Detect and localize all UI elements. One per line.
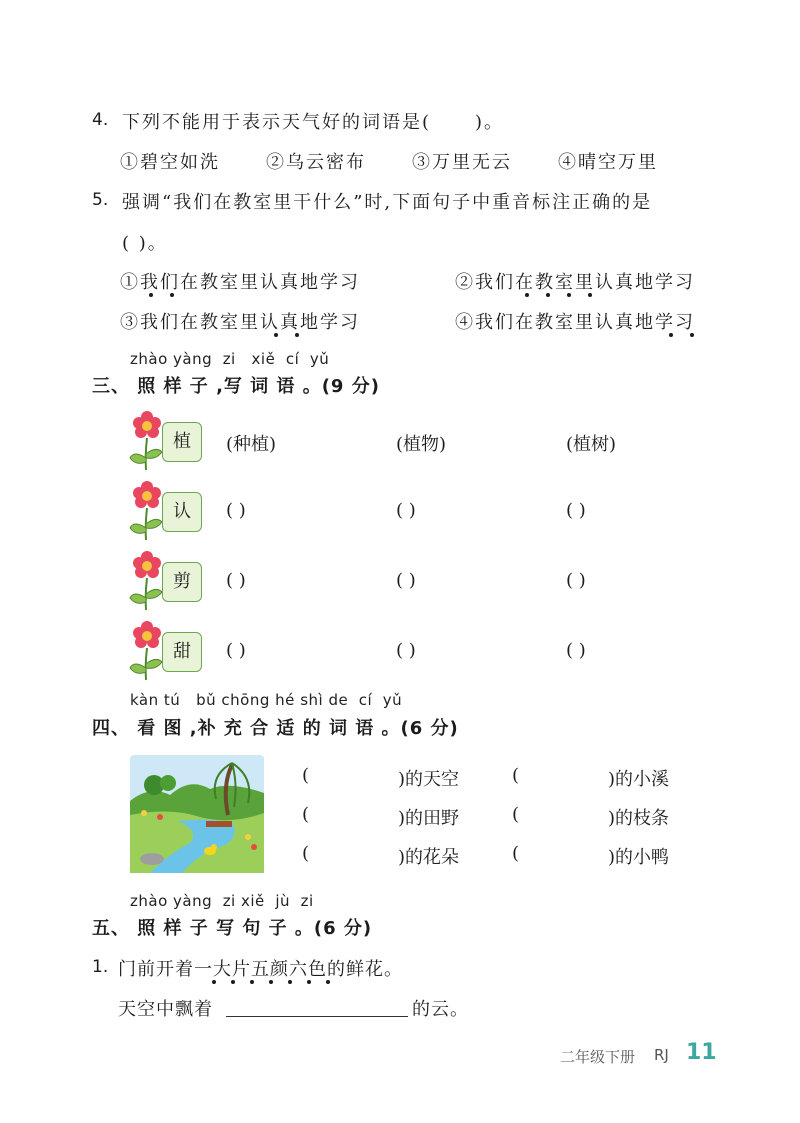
example-word-3: (植树)	[566, 434, 617, 455]
pinyin-syllable: jù	[275, 892, 291, 910]
pinyin-syllable: hé	[275, 691, 295, 709]
pinyin-syllable: xiě	[241, 892, 265, 910]
pinyin-syllable: tú	[163, 691, 181, 709]
section-4-title: 四、 看 图 ,补 充 合 适 的 词 语 。(6 分)	[92, 718, 459, 739]
section-5-pinyin	[130, 892, 314, 910]
blank-branch-right: )的枝条	[608, 808, 670, 829]
q4-option-3: ③万里无云	[412, 152, 512, 173]
blank-branch-left[interactable]: (	[512, 804, 520, 825]
q5-option-2-text: ②我们在教室里认真地学习	[455, 272, 695, 293]
pinyin-syllable: chōng	[221, 691, 270, 709]
answer-blank-jian-2[interactable]: ( )	[396, 570, 416, 591]
flower-icon	[128, 480, 166, 542]
stress-dot	[690, 333, 694, 337]
answer-blank-jian-1[interactable]: ( )	[226, 570, 246, 591]
blank-stream-left[interactable]: (	[512, 765, 520, 786]
example-sentence: 门前开着一大片五颜六色的鲜花。	[118, 959, 403, 980]
stress-dot	[295, 333, 299, 337]
char-box-zhi: 植	[162, 422, 202, 462]
section-3-pinyin	[130, 350, 329, 368]
pinyin-syllable: cí	[285, 350, 300, 368]
answer-blank-ren-1[interactable]: ( )	[226, 500, 246, 521]
stress-dot	[525, 293, 529, 297]
q4-option-2: ②乌云密布	[266, 152, 366, 173]
stress-dot	[546, 293, 550, 297]
blank-duck-left[interactable]: (	[512, 843, 520, 864]
pinyin-syllable: kàn	[130, 691, 159, 709]
stress-dot	[274, 333, 278, 337]
stress-dot	[669, 333, 673, 337]
answer-blank-tian-3[interactable]: ( )	[566, 640, 586, 661]
section-3-title: 三、 照 样 子 ,写 词 语 。(9 分)	[92, 376, 380, 397]
question-4-number: 4.	[92, 110, 109, 130]
pinyin-syllable: yǔ	[309, 350, 330, 368]
question-4-stem-text: 下列不能用于表示天气好的词语是(	[122, 112, 432, 133]
flower-icon	[128, 620, 166, 682]
q5-option-1-text: ①我们在教室里认真地学习	[120, 272, 360, 293]
q5-option-3-text: ③我们在教室里认真地学习	[120, 312, 360, 333]
stress-dot	[588, 293, 592, 297]
pinyin-syllable: yàng	[173, 892, 213, 910]
blank-sky-left[interactable]: (	[302, 765, 310, 786]
section-5-title: 五、 照 样 子 写 句 子 。(6 分)	[92, 918, 373, 939]
pinyin-syllable: zi	[222, 350, 236, 368]
example-word-1: (种植)	[226, 434, 277, 455]
pinyin-syllable: zi	[222, 892, 236, 910]
blank-sky-right: )的天空	[398, 769, 460, 790]
landscape-illustration	[130, 755, 264, 873]
answer-blank-ren-2[interactable]: ( )	[396, 500, 416, 521]
flower-icon	[128, 550, 166, 612]
page-number: 11	[686, 1040, 717, 1065]
blank-stream-right: )的小溪	[608, 769, 670, 790]
pinyin-syllable: bǔ	[196, 691, 217, 709]
char-box-tian: 甜	[162, 632, 202, 672]
stress-dot	[567, 293, 571, 297]
blank-flower-left[interactable]: (	[302, 843, 310, 864]
pinyin-syllable: zhào	[130, 892, 168, 910]
blank-duck-right: )的小鸭	[608, 847, 670, 868]
q4-option-4: ④晴空万里	[558, 152, 658, 173]
stress-dot	[149, 293, 153, 297]
question-5-stem: 强调“我们在教室里干什么”时,下面句子中重音标注正确的是	[122, 192, 653, 213]
answer-blank-ren-3[interactable]: ( )	[566, 500, 586, 521]
pinyin-syllable: de	[328, 691, 349, 709]
q5-option-4-text: ④我们在教室里认真地学习	[455, 312, 695, 333]
answer-blank-jian-3[interactable]: ( )	[566, 570, 586, 591]
answer-blank-tian-2[interactable]: ( )	[396, 640, 416, 661]
flower-icon	[128, 410, 166, 472]
question-4-close: )。	[475, 112, 505, 133]
pinyin-syllable: cí	[358, 691, 373, 709]
question-5-paren: ( )。	[122, 233, 168, 254]
sentence-suffix: 的云。	[412, 999, 469, 1020]
pinyin-syllable: yàng	[173, 350, 213, 368]
pinyin-syllable: yǔ	[382, 691, 403, 709]
section-4-pinyin	[130, 691, 402, 709]
answer-blank-tian-1[interactable]: ( )	[226, 640, 246, 661]
question-5-number: 5.	[92, 190, 109, 210]
footer-grade: 二年级下册	[560, 1048, 636, 1066]
blank-flower-right: )的花朵	[398, 847, 460, 868]
q4-option-1: ①碧空如洗	[120, 152, 220, 173]
sentence-prompt: 天空中飘着	[118, 999, 213, 1020]
char-box-ren: 认	[162, 492, 202, 532]
sentence-answer-blank[interactable]	[226, 1016, 408, 1017]
section-5-question-1-number: 1.	[92, 957, 109, 977]
footer-edition: RJ	[654, 1046, 669, 1064]
pinyin-syllable: xiě	[251, 350, 276, 368]
blank-field-right: )的田野	[398, 808, 460, 829]
pinyin-syllable: zi	[300, 892, 314, 910]
pinyin-syllable: shì	[300, 691, 324, 709]
blank-field-left[interactable]: (	[302, 804, 310, 825]
char-box-jian: 剪	[162, 562, 202, 602]
example-word-2: (植物)	[396, 434, 447, 455]
stress-dot	[170, 293, 174, 297]
pinyin-syllable: zhào	[130, 350, 168, 368]
